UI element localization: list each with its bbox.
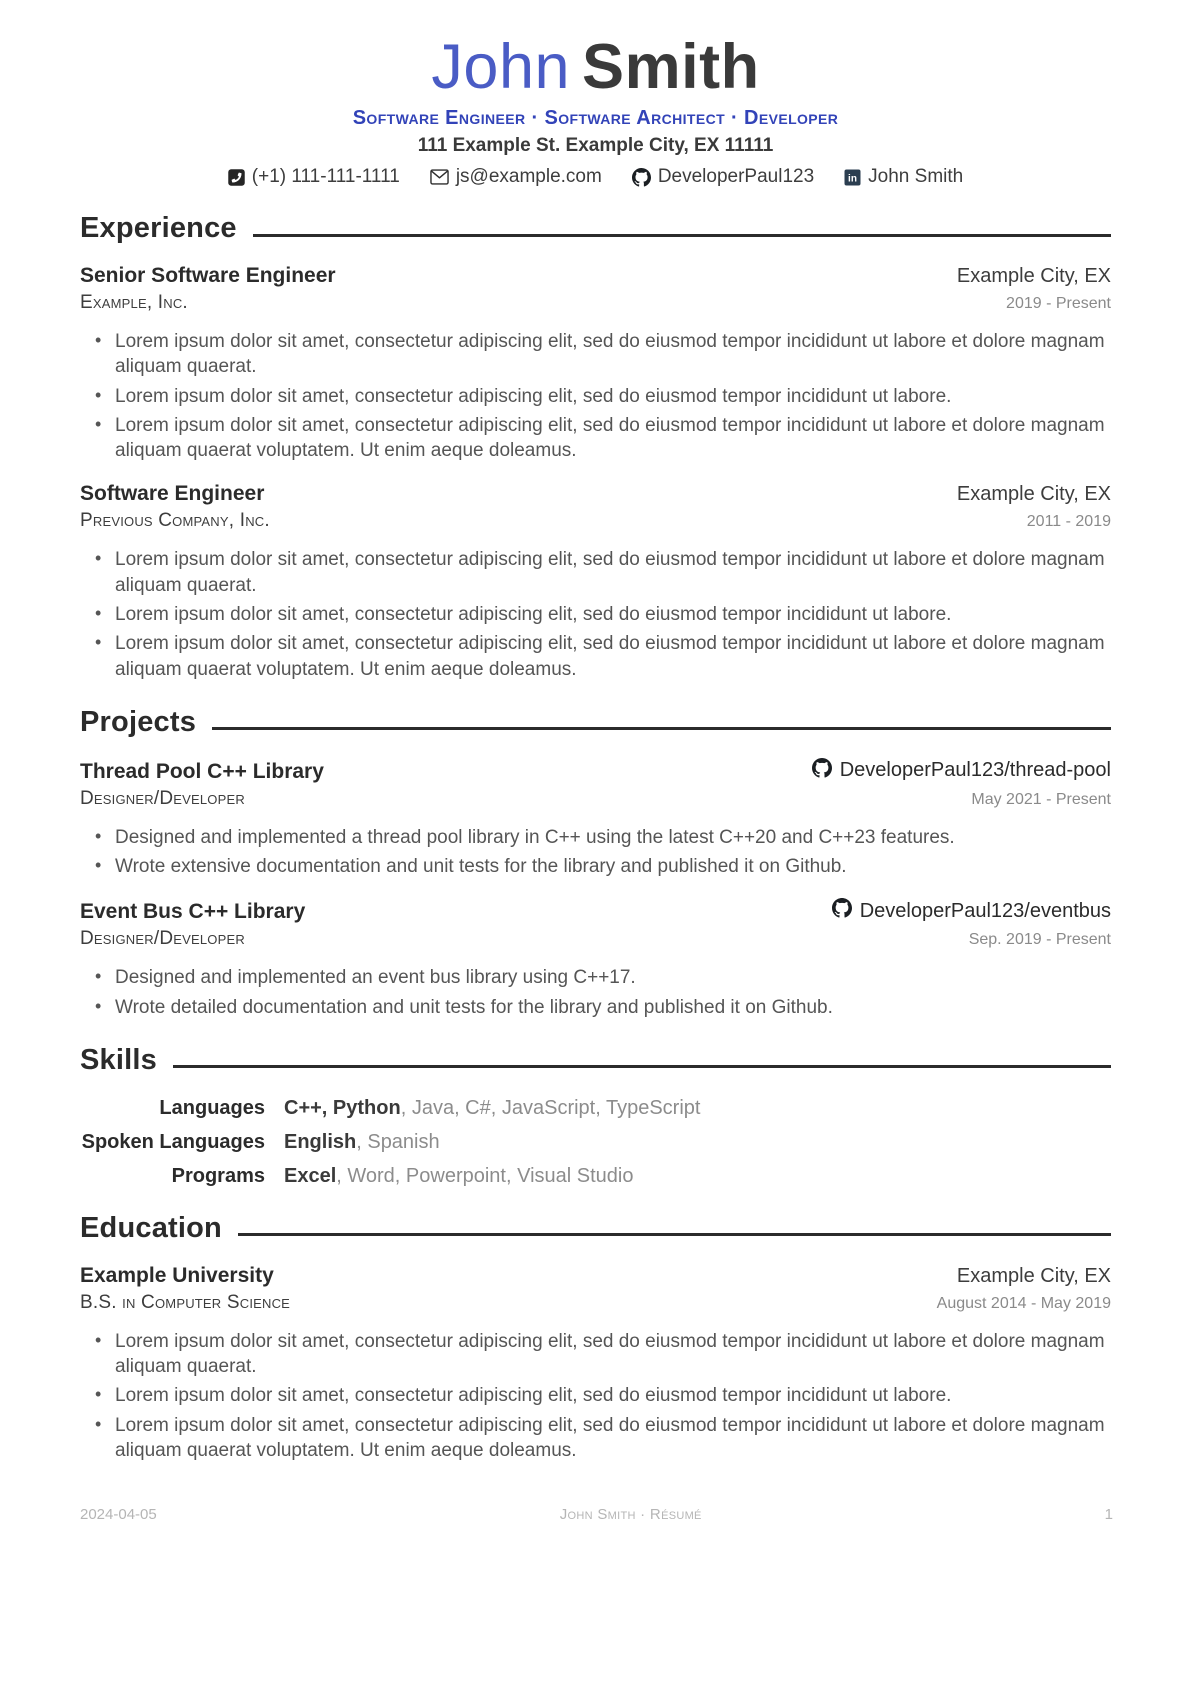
github-icon [832,898,852,924]
section-title-experience: Experience [80,212,237,245]
entry-dates: Sep. 2019 - Present [968,931,1111,949]
project-name: Event Bus C++ Library [80,900,306,924]
project-role: Designer/Developer [80,928,245,950]
last-name: Smith [582,32,760,102]
skill-label: Languages [159,1096,265,1119]
bullet-item: • Wrote extensive documentation and unit tests for the library and published it on Github. [80,854,1111,879]
footer-date: 2024-04-05 [80,1506,157,1523]
experience-entry [80,482,1111,681]
phone-contact[interactable] [228,166,400,188]
bullet-item: • Lorem ipsum dolor sit amet, consectetur adipiscing elit, sed do eiusmod tempor incididunt ut labore. [80,384,1111,409]
address-line: 111 Example St. Example City, EX 11111 [417,135,774,157]
bullet-item: • Lorem ipsum dolor sit amet, consectetur adipiscing elit, sed do eiusmod tempor incididunt ut labore. [80,1383,1111,1408]
bullet-list [80,547,1111,681]
email-address: js@example.com [455,166,602,188]
first-name: John [431,32,571,102]
degree-name: B.S. in Computer Science [80,1291,291,1313]
svg-text:in: in [848,173,858,185]
project-name: Thread Pool C++ Library [80,759,324,783]
email-contact[interactable] [430,166,602,188]
section-title-skills: Skills [80,1043,157,1076]
bullet-item: • Lorem ipsum dolor sit amet, consectetur adipiscing elit, sed do eiusmod tempor incididunt ut labore et dolore magnam aliquam quaerat voluptatem. Ut enim aeque doleamus. [80,1413,1111,1464]
skill-label: Spoken Languages [81,1130,265,1153]
project-repo-link[interactable] [832,898,1111,924]
section-title-projects: Projects [80,705,197,738]
section-rule [238,1233,1111,1236]
section-rule [253,234,1111,237]
linkedin-icon [844,169,861,186]
bullet-item: • Lorem ipsum dolor sit amet, consectetur adipiscing elit, sed do eiusmod tempor incididunt ut labore et dolore magnam aliquam quaerat. [80,329,1111,380]
envelope-icon [430,169,449,185]
position-title: Software Engineer [80,482,265,506]
section-rule [173,1065,1111,1068]
bullet-item: • Lorem ipsum dolor sit amet, consectetur adipiscing elit, sed do eiusmod tempor incididunt ut labore et dolore magnam aliquam quaerat voluptatem. Ut enim aeque doleamus. [80,631,1111,682]
education-entry [80,1264,1111,1463]
bullet-list [80,1329,1111,1463]
entry-dates: 2011 - 2019 [1026,513,1111,531]
entry-dates: August 2014 - May 2019 [936,1294,1111,1312]
bullet-item: • Lorem ipsum dolor sit amet, consectetur adipiscing elit, sed do eiusmod tempor incididunt ut labore et dolore magnam aliquam quaerat. [80,547,1111,598]
repo-path: DeveloperPaul123/eventbus [859,899,1111,922]
person-name [80,34,1111,100]
skill-values [284,1097,700,1120]
entry-title-row [80,264,1111,288]
skills-table [80,1097,1111,1188]
skill-row [80,1131,1111,1154]
skill-values [284,1131,440,1154]
phone-number: (+1) 111-111-1111 [251,166,400,188]
entry-location: Example City, EX [956,265,1111,288]
entry-title-row [80,482,1111,506]
skill-row [80,1097,1111,1120]
contact-row [80,166,1111,188]
bullet-item: • Lorem ipsum dolor sit amet, consectetur adipiscing elit, sed do eiusmod tempor incididunt ut labore. [80,602,1111,627]
bullet-list [80,965,1111,1020]
skill-values-rest: , Spanish [356,1130,440,1153]
bullet-item: • Designed and implemented a thread pool library in C++ using the latest C++20 and C++23 features. [80,825,1111,850]
entry-sub-row [80,928,1111,950]
project-entry [80,898,1111,1020]
section-rule [212,727,1111,730]
section-title-education: Education [80,1211,222,1244]
skill-row [80,1165,1111,1188]
bullet-list [80,825,1111,880]
github-contact[interactable] [632,166,814,188]
github-icon [812,758,832,784]
project-repo-link[interactable] [812,758,1111,784]
entry-title-row [80,1264,1111,1288]
skill-values-strong: C++, Python [284,1096,401,1119]
experience-entry [80,264,1111,463]
entry-sub-row [80,510,1111,532]
skill-values [284,1165,633,1188]
resume-header [80,34,1111,188]
entry-location: Example City, EX [956,483,1111,506]
github-icon [632,168,651,187]
position-title: Senior Software Engineer [80,264,336,288]
project-entry [80,758,1111,880]
bullet-item: • Designed and implemented an event bus library using C++17. [80,965,1111,990]
skill-label: Programs [171,1164,265,1187]
linkedin-contact[interactable] [844,166,963,188]
entry-dates: May 2021 - Present [971,790,1111,808]
phone-square-icon [228,169,245,186]
entry-sub-row [80,788,1111,810]
entry-dates: 2019 - Present [1006,295,1111,313]
page-footer [80,1506,1113,1523]
skill-values-strong: Excel [284,1164,337,1187]
entry-title-row [80,758,1111,784]
footer-page-number: 1 [1104,1506,1113,1523]
footer-title: John Smith · Résumé [559,1506,702,1523]
entry-title-row [80,898,1111,924]
bullet-list [80,329,1111,463]
entry-location: Example City, EX [956,1264,1111,1287]
skill-values-rest: , Java, C#, JavaScript, TypeScript [400,1096,701,1119]
education-section-heading [80,1212,1111,1245]
project-role: Designer/Developer [80,787,245,809]
bullet-item: • Wrote detailed documentation and unit tests for the library and published it on Github. [80,995,1111,1020]
skills-section-heading [80,1044,1111,1077]
school-name: Example University [80,1263,274,1287]
linkedin-name: John Smith [868,166,964,188]
company-name: Example, Inc. [80,292,188,314]
github-username: DeveloperPaul123 [657,166,815,188]
bullet-item: • Lorem ipsum dolor sit amet, consectetur adipiscing elit, sed do eiusmod tempor incididunt ut labore et dolore magnam aliquam quaerat voluptatem. Ut enim aeque doleamus. [80,413,1111,464]
repo-path: DeveloperPaul123/thread-pool [839,759,1111,782]
entry-sub-row [80,1292,1111,1314]
company-name: Previous Company, Inc. [80,510,270,532]
bullet-item: • Lorem ipsum dolor sit amet, consectetur adipiscing elit, sed do eiusmod tempor incididunt ut labore et dolore magnam aliquam quaerat. [80,1329,1111,1380]
projects-section-heading [80,706,1111,739]
skill-values-strong: English [284,1130,357,1153]
job-titles: Software Engineer · Software Architect · Developer [352,107,839,130]
experience-section-heading [80,212,1111,245]
skill-values-rest: , Word, Powerpoint, Visual Studio [336,1164,634,1187]
entry-sub-row [80,292,1111,314]
